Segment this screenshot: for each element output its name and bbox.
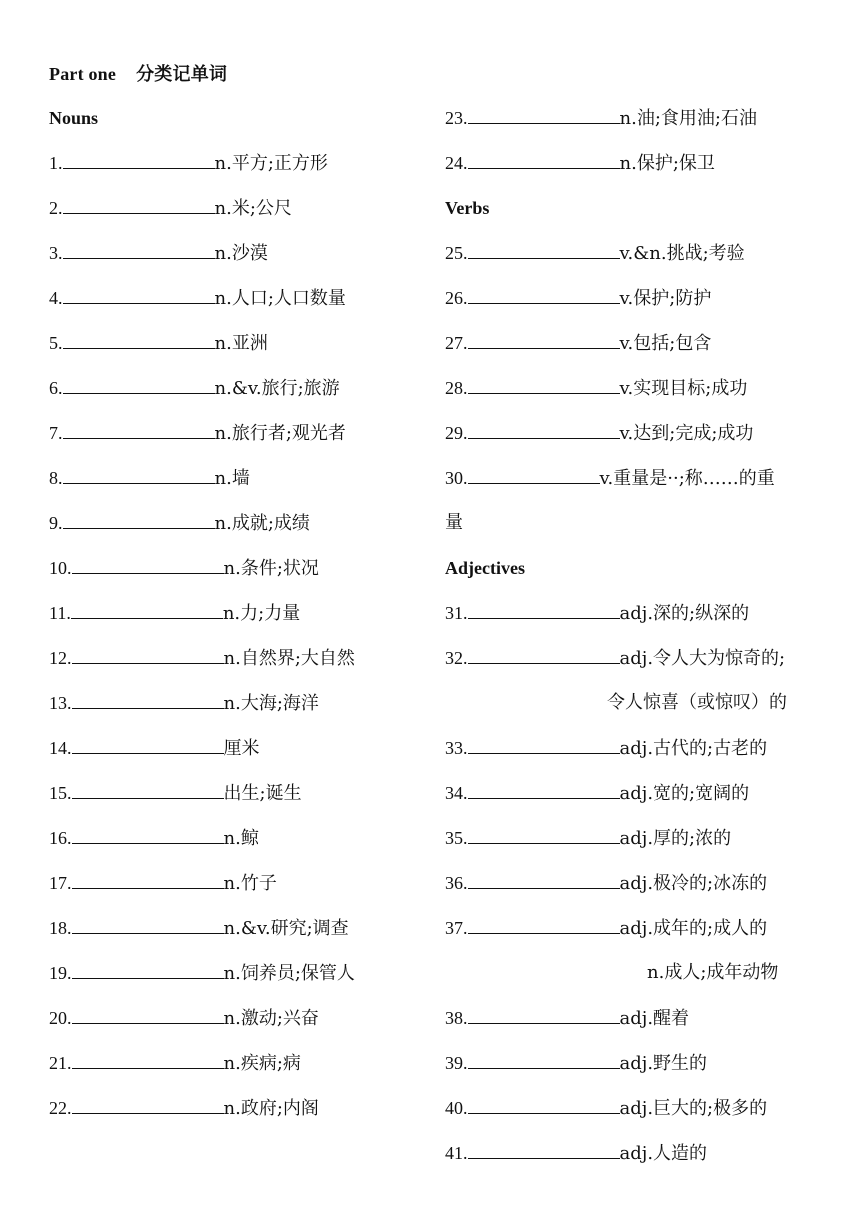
vocab-item bbox=[49, 825, 259, 851]
answer-blank[interactable] bbox=[63, 285, 215, 304]
answer-blank[interactable] bbox=[468, 465, 600, 484]
answer-blank[interactable] bbox=[468, 1050, 620, 1069]
item-number: 24. bbox=[445, 153, 468, 173]
vocab-item bbox=[49, 510, 310, 536]
item-32-wrap: 令人惊喜（或惊叹）的 bbox=[607, 692, 787, 713]
item-definition: adj.厚的;浓的 bbox=[619, 828, 732, 849]
item-number: 8. bbox=[49, 468, 63, 488]
item-number: 19. bbox=[49, 963, 72, 983]
vocab-item bbox=[49, 600, 300, 626]
item-definition: 厘米 bbox=[223, 738, 260, 759]
vocab-item bbox=[445, 1140, 707, 1166]
answer-blank[interactable] bbox=[468, 375, 620, 394]
item-number: 13. bbox=[49, 693, 72, 713]
answer-blank[interactable] bbox=[72, 555, 224, 574]
answer-blank[interactable] bbox=[72, 960, 224, 979]
item-definition: adj.成年的;成人的 bbox=[619, 918, 768, 939]
answer-blank[interactable] bbox=[468, 780, 620, 799]
vocab-item bbox=[445, 780, 749, 806]
answer-blank[interactable] bbox=[72, 1050, 224, 1069]
answer-blank[interactable] bbox=[72, 915, 224, 934]
item-number: 26. bbox=[445, 288, 468, 308]
item-definition: n.墙 bbox=[214, 468, 250, 489]
item-number: 23. bbox=[445, 108, 468, 128]
vocab-item bbox=[445, 915, 767, 941]
answer-blank[interactable] bbox=[468, 150, 620, 169]
item-definition: n.人口;人口数量 bbox=[214, 288, 346, 309]
vocab-item bbox=[445, 1050, 707, 1076]
vocab-item bbox=[445, 240, 745, 266]
item-definition: n.沙漠 bbox=[214, 243, 268, 264]
answer-blank[interactable] bbox=[72, 825, 224, 844]
answer-blank[interactable] bbox=[468, 645, 620, 664]
section-nouns: Nouns bbox=[49, 108, 99, 128]
answer-blank[interactable] bbox=[468, 735, 620, 754]
vocab-item bbox=[49, 465, 250, 491]
answer-blank[interactable] bbox=[72, 780, 224, 799]
answer-blank[interactable] bbox=[63, 150, 215, 169]
answer-blank[interactable] bbox=[72, 1005, 224, 1024]
vocab-item bbox=[445, 330, 711, 356]
item-30-wrap: 量 bbox=[445, 512, 463, 533]
answer-blank[interactable] bbox=[63, 465, 215, 484]
vocab-item bbox=[445, 285, 711, 311]
item-definition: n.油;食用油;石油 bbox=[619, 108, 757, 129]
answer-blank[interactable] bbox=[71, 600, 223, 619]
vocab-item bbox=[49, 690, 319, 716]
vocab-item bbox=[49, 195, 292, 221]
section-verbs: Verbs bbox=[445, 198, 490, 218]
item-number: 2. bbox=[49, 198, 63, 218]
vocab-item bbox=[445, 1095, 767, 1121]
vocab-item bbox=[445, 465, 775, 491]
item-definition: 出生;诞生 bbox=[223, 783, 302, 804]
answer-blank[interactable] bbox=[63, 330, 215, 349]
part-heading-chinese: 分类记单词 bbox=[136, 64, 228, 84]
section-adjectives: Adjectives bbox=[445, 558, 525, 578]
vocab-item bbox=[49, 780, 302, 806]
item-definition: n.保护;保卫 bbox=[619, 153, 715, 174]
item-number: 9. bbox=[49, 513, 63, 533]
item-definition: v.&n.挑战;考验 bbox=[619, 243, 745, 264]
item-definition: n.自然界;大自然 bbox=[223, 648, 355, 669]
vocab-item bbox=[49, 150, 328, 176]
vocab-item bbox=[445, 600, 749, 626]
answer-blank[interactable] bbox=[468, 600, 620, 619]
answer-blank[interactable] bbox=[63, 510, 215, 529]
item-definition: adj.宽的;宽阔的 bbox=[619, 783, 750, 804]
item-definition: n.亚洲 bbox=[214, 333, 268, 354]
item-definition: n.疾病;病 bbox=[223, 1053, 301, 1074]
item-definition: adj.人造的 bbox=[619, 1143, 708, 1164]
answer-blank[interactable] bbox=[63, 375, 215, 394]
vocab-item bbox=[445, 150, 715, 176]
vocab-item bbox=[445, 420, 753, 446]
answer-blank[interactable] bbox=[72, 645, 224, 664]
item-definition: v.达到;完成;成功 bbox=[619, 423, 754, 444]
item-number: 16. bbox=[49, 828, 72, 848]
item-number: 5. bbox=[49, 333, 63, 353]
vocab-item bbox=[49, 960, 355, 986]
item-definition: n.平方;正方形 bbox=[214, 153, 328, 174]
item-number: 31. bbox=[445, 603, 468, 623]
item-number: 15. bbox=[49, 783, 72, 803]
item-37-wrap: n.成人;成年动物 bbox=[647, 962, 779, 983]
answer-blank[interactable] bbox=[468, 915, 620, 934]
item-number: 37. bbox=[445, 918, 468, 938]
item-definition: n.鲸 bbox=[223, 828, 259, 849]
answer-blank[interactable] bbox=[468, 870, 620, 889]
vocab-item bbox=[445, 735, 767, 761]
page-title bbox=[49, 60, 227, 86]
item-definition: n.条件;状况 bbox=[223, 558, 319, 579]
item-definition: n.&v.旅行;旅游 bbox=[214, 378, 340, 399]
item-number: 18. bbox=[49, 918, 72, 938]
vocab-item bbox=[49, 420, 346, 446]
vocab-item bbox=[49, 330, 268, 356]
item-number: 33. bbox=[445, 738, 468, 758]
item-number: 3. bbox=[49, 243, 63, 263]
item-definition: adj.极冷的;冰冻的 bbox=[619, 873, 768, 894]
item-definition: v.包括;包含 bbox=[619, 333, 712, 354]
item-number: 14. bbox=[49, 738, 72, 758]
item-definition: n.竹子 bbox=[223, 873, 277, 894]
vocab-item bbox=[445, 375, 747, 401]
vocab-item bbox=[49, 240, 268, 266]
answer-blank[interactable] bbox=[468, 240, 620, 259]
answer-blank[interactable] bbox=[468, 330, 620, 349]
answer-blank[interactable] bbox=[72, 870, 224, 889]
item-number: 11. bbox=[49, 603, 71, 623]
item-definition: adj.令人大为惊奇的; bbox=[619, 648, 786, 669]
item-number: 6. bbox=[49, 378, 63, 398]
answer-blank[interactable] bbox=[468, 1095, 620, 1114]
vocab-item bbox=[445, 1005, 689, 1031]
item-definition: adj.古代的;古老的 bbox=[619, 738, 768, 759]
item-number: 20. bbox=[49, 1008, 72, 1028]
vocab-item bbox=[445, 645, 785, 671]
vocab-item bbox=[49, 1050, 301, 1076]
vocab-item bbox=[445, 870, 767, 896]
answer-blank[interactable] bbox=[468, 285, 620, 304]
answer-blank[interactable] bbox=[468, 105, 620, 124]
vocab-item bbox=[49, 375, 340, 401]
answer-blank[interactable] bbox=[468, 1005, 620, 1024]
vocab-item bbox=[49, 555, 319, 581]
item-number: 4. bbox=[49, 288, 63, 308]
item-definition: v.实现目标;成功 bbox=[619, 378, 748, 399]
item-number: 25. bbox=[445, 243, 468, 263]
item-definition: n.旅行者;观光者 bbox=[214, 423, 346, 444]
vocab-item bbox=[445, 825, 731, 851]
item-definition: n.力;力量 bbox=[222, 603, 301, 624]
answer-blank[interactable] bbox=[63, 195, 215, 214]
vocab-item bbox=[49, 1005, 319, 1031]
item-number: 41. bbox=[445, 1143, 468, 1163]
vocab-item bbox=[49, 735, 260, 761]
item-number: 34. bbox=[445, 783, 468, 803]
answer-blank[interactable] bbox=[72, 735, 224, 754]
item-definition: adj.醒着 bbox=[619, 1008, 690, 1029]
item-number: 10. bbox=[49, 558, 72, 578]
item-number: 22. bbox=[49, 1098, 72, 1118]
item-number: 17. bbox=[49, 873, 72, 893]
item-number: 35. bbox=[445, 828, 468, 848]
vocab-item bbox=[49, 1095, 319, 1121]
answer-blank[interactable] bbox=[468, 825, 620, 844]
item-definition: adj.巨大的;极多的 bbox=[619, 1098, 768, 1119]
vocab-item bbox=[49, 645, 355, 671]
item-definition: v.保护;防护 bbox=[619, 288, 712, 309]
item-definition: n.&v.研究;调查 bbox=[223, 918, 349, 939]
answer-blank[interactable] bbox=[63, 420, 215, 439]
item-definition: n.米;公尺 bbox=[214, 198, 292, 219]
answer-blank[interactable] bbox=[72, 690, 224, 709]
item-number: 29. bbox=[445, 423, 468, 443]
part-label: Part one bbox=[49, 64, 117, 84]
item-number: 12. bbox=[49, 648, 72, 668]
item-number: 27. bbox=[445, 333, 468, 353]
item-number: 21. bbox=[49, 1053, 72, 1073]
item-definition: adj.深的;纵深的 bbox=[619, 603, 750, 624]
answer-blank[interactable] bbox=[72, 1095, 224, 1114]
item-definition: n.大海;海洋 bbox=[223, 693, 319, 714]
item-number: 7. bbox=[49, 423, 63, 443]
item-definition: adj.野生的 bbox=[619, 1053, 708, 1074]
item-number: 38. bbox=[445, 1008, 468, 1028]
item-definition: v.重量是··;称……的重 bbox=[599, 468, 775, 489]
item-definition: n.激动;兴奋 bbox=[223, 1008, 319, 1029]
item-number: 32. bbox=[445, 648, 468, 668]
vocab-item bbox=[49, 285, 346, 311]
item-definition: n.饲养员;保管人 bbox=[223, 963, 355, 984]
item-number: 40. bbox=[445, 1098, 468, 1118]
answer-blank[interactable] bbox=[63, 240, 215, 259]
item-number: 1. bbox=[49, 153, 63, 173]
item-number: 30. bbox=[445, 468, 468, 488]
vocab-item bbox=[445, 105, 757, 131]
item-definition: n.政府;内阁 bbox=[223, 1098, 319, 1119]
answer-blank[interactable] bbox=[468, 1140, 620, 1159]
item-number: 28. bbox=[445, 378, 468, 398]
item-number: 39. bbox=[445, 1053, 468, 1073]
item-number: 36. bbox=[445, 873, 468, 893]
vocab-item bbox=[49, 915, 349, 941]
answer-blank[interactable] bbox=[468, 420, 620, 439]
item-definition: n.成就;成绩 bbox=[214, 513, 310, 534]
vocab-item bbox=[49, 870, 277, 896]
